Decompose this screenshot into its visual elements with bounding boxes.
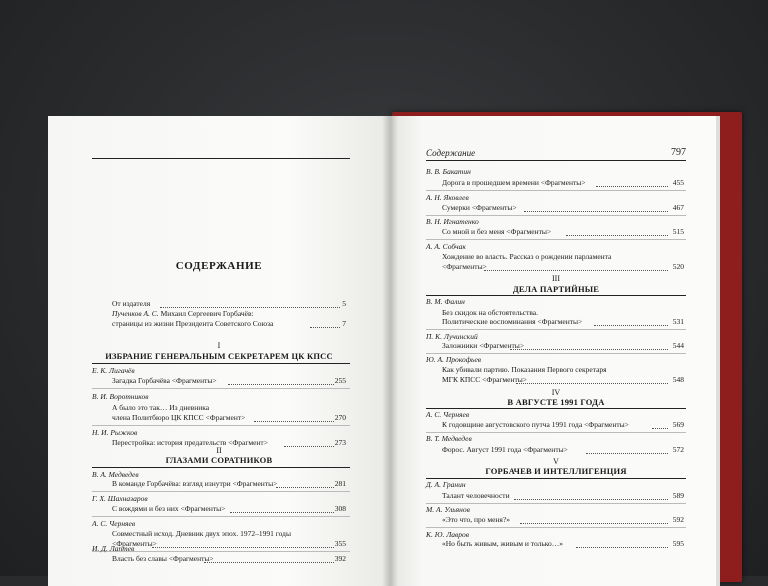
- left-page: [48, 116, 390, 586]
- toc-title: С вождями и без них <Фрагменты>: [112, 504, 226, 513]
- toc-title: К годовщине августовского путча 1991 года <Фрагменты>: [442, 420, 629, 429]
- toc-author: Е. К. Лигачёв: [92, 366, 135, 375]
- toc-page-number: 569: [672, 420, 684, 429]
- section-numeral: I: [217, 341, 221, 350]
- leader-dots: [152, 547, 334, 548]
- entry-rule: [92, 388, 350, 389]
- entry-rule: [92, 491, 350, 492]
- toc-author: Пученков А. С.: [112, 309, 159, 318]
- leader-dots: [204, 562, 334, 563]
- toc-title: Талант человечности: [442, 491, 510, 500]
- leader-dots: [276, 487, 334, 488]
- section-heading: ГЛАЗАМИ СОРАТНИКОВ: [165, 455, 273, 465]
- toc-title: Власть без славы <Фрагменты>: [112, 554, 214, 563]
- toc-title: Без скидок на обстоятельства.: [442, 308, 539, 317]
- section-rule: [426, 408, 686, 409]
- leader-dots: [596, 186, 668, 187]
- section-heading: ГОРБАЧЕВ И ИНТЕЛЛИГЕНЦИЯ: [485, 466, 627, 476]
- entry-rule: [426, 353, 686, 354]
- toc-page-number: 255: [334, 376, 346, 385]
- entry-rule: [426, 239, 686, 240]
- toc-page-number: 544: [672, 341, 684, 350]
- leader-dots: [510, 349, 668, 350]
- section-rule: [426, 478, 686, 479]
- header-rule: [92, 158, 350, 159]
- entry-rule: [426, 432, 686, 433]
- toc-title: А было это так… Из дневника: [112, 403, 210, 412]
- toc-title: члена Политбюро ЦК КПСС <Фрагмент>: [112, 413, 246, 422]
- toc-author: П. К. Лучинский: [426, 332, 478, 341]
- leader-dots: [230, 512, 334, 513]
- toc-page-number: 548: [672, 375, 684, 384]
- toc-page-number: 589: [672, 491, 684, 500]
- toc-page-number: 467: [672, 203, 684, 212]
- entry-rule: [426, 527, 686, 528]
- toc-title: Как убивали партию. Показания Первого секретаря: [442, 365, 607, 374]
- toc-author: А. С. Черняев: [92, 519, 136, 528]
- leader-dots: [254, 421, 334, 422]
- toc-author: А. Н. Яковлев: [426, 193, 469, 202]
- toc-page-number: 273: [334, 438, 346, 447]
- toc-author: В. И. Воротников: [92, 392, 149, 401]
- toc-author: В. В. Бакатин: [426, 167, 471, 176]
- section-rule: [426, 295, 686, 296]
- section-heading: ИЗБРАНИЕ ГЕНЕРАЛЬНЫМ СЕКРЕТАРЕМ ЦК КПСС: [105, 351, 333, 361]
- toc-page-number: 308: [334, 504, 346, 513]
- leader-dots: [652, 428, 668, 429]
- toc-page-number: 281: [334, 479, 346, 488]
- page-number: 797: [671, 147, 686, 158]
- toc-title: Форос. Август 1991 года <Фрагменты>: [442, 445, 568, 454]
- toc-author: М. А. Ульянов: [426, 505, 470, 514]
- leader-dots: [160, 307, 340, 308]
- toc-author: В. Н. Игнатенко: [426, 217, 479, 226]
- toc-page-number: 520: [672, 262, 684, 271]
- toc-title: Политические воспоминания <Фрагменты>: [442, 317, 583, 326]
- leader-dots: [516, 383, 668, 384]
- toc-author: В. Т. Медведев: [426, 434, 472, 443]
- toc-item-text: От издателя: [112, 299, 151, 308]
- toc-page-number: 5: [342, 299, 346, 308]
- toc-title: Совместный исход. Дневник двух эпох. 1972–1991 годы: [112, 529, 292, 538]
- toc-page-number: 515: [672, 227, 684, 236]
- entry-rule: [426, 329, 686, 330]
- toc-item-text: страницы из жизни Президента Советского Союза: [112, 319, 274, 328]
- toc-title: Со мной и без меня <Фрагменты>: [442, 227, 552, 236]
- toc-page-number: 595: [672, 539, 684, 548]
- entry-rule: [426, 190, 686, 191]
- section-numeral: IV: [551, 388, 561, 397]
- toc-title: Перестройка: история предательств <Фрагмент>: [112, 438, 268, 447]
- toc-author: К. Ю. Лавров: [426, 530, 470, 539]
- toc-page-number: 455: [672, 178, 684, 187]
- leader-dots: [586, 453, 668, 454]
- contents-title: СОДЕРЖАНИЕ: [175, 260, 263, 272]
- toc-author: В. А. Медведев: [92, 470, 139, 479]
- toc-title: Заложники <Фрагменты>: [442, 341, 525, 350]
- running-head: Содержание: [426, 148, 476, 158]
- toc-author: А. С. Черняев: [426, 410, 470, 419]
- toc-item-text: [112, 309, 254, 318]
- toc-title: Дорога в прошедшем времени <Фрагменты>: [442, 178, 586, 187]
- section-heading: В АВГУСТЕ 1991 ГОДА: [507, 397, 605, 407]
- toc-author: Д. А. Гранин: [426, 480, 466, 489]
- toc-title: Загадка Горбачёва <Фрагменты>: [112, 376, 217, 385]
- toc-title: Сумерки <Фрагменты>: [442, 203, 517, 212]
- section-rule: [92, 363, 350, 364]
- toc-page-number: 355: [334, 539, 346, 548]
- toc-page-number: 7: [342, 319, 346, 328]
- toc-title: <Фрагменты>: [112, 539, 157, 548]
- leader-dots: [576, 547, 668, 548]
- toc-page-number: 392: [334, 554, 346, 563]
- right-page: [390, 116, 716, 586]
- toc-author: Ю. А. Прокофьев: [426, 355, 482, 364]
- toc-author: И. Д. Лаптев: [92, 544, 135, 553]
- leader-dots: [520, 523, 668, 524]
- entry-rule: [92, 516, 350, 517]
- header-rule: [426, 160, 686, 161]
- toc-page-number: 270: [334, 413, 346, 422]
- leader-dots: [566, 235, 668, 236]
- section-rule: [92, 467, 350, 468]
- toc-title: В команде Горбачёва: взгляд изнутри <Фрагменты>: [112, 479, 278, 488]
- toc-title: «Это что, про меня?»: [442, 515, 510, 524]
- entry-rule: [92, 425, 350, 426]
- toc-title: МГК КПСС <Фрагменты>: [442, 375, 528, 384]
- toc-page-number: 572: [672, 445, 684, 454]
- toc-title: Хождение во власть. Рассказ о рождении парламента: [442, 252, 612, 261]
- book-gutter: [382, 116, 398, 586]
- toc-page-number: 592: [672, 515, 684, 524]
- toc-page-number: 531: [672, 317, 684, 326]
- toc-author: Н. И. Рыжков: [92, 428, 138, 437]
- section-numeral: V: [553, 457, 559, 466]
- leader-dots: [484, 270, 668, 271]
- toc-title: <Фрагменты>: [442, 262, 487, 271]
- leader-dots: [524, 211, 668, 212]
- leader-dots: [514, 499, 668, 500]
- section-numeral: III: [552, 274, 560, 283]
- entry-rule: [426, 215, 686, 216]
- entry-rule: [426, 503, 686, 504]
- toc-author: А. А. Собчак: [426, 242, 466, 251]
- leader-dots: [594, 325, 668, 326]
- section-heading: ДЕЛА ПАРТИЙНЫЕ: [512, 284, 600, 294]
- toc-title: Михаил Сергеевич Горбачёв:: [160, 309, 254, 318]
- toc-author: В. М. Фалин: [426, 297, 465, 306]
- leader-dots: [228, 384, 334, 385]
- toc-title: «Но быть живым, живым и только…»: [442, 539, 564, 548]
- toc-author: Г. Х. Шахназаров: [92, 494, 148, 503]
- section-numeral: II: [216, 446, 222, 455]
